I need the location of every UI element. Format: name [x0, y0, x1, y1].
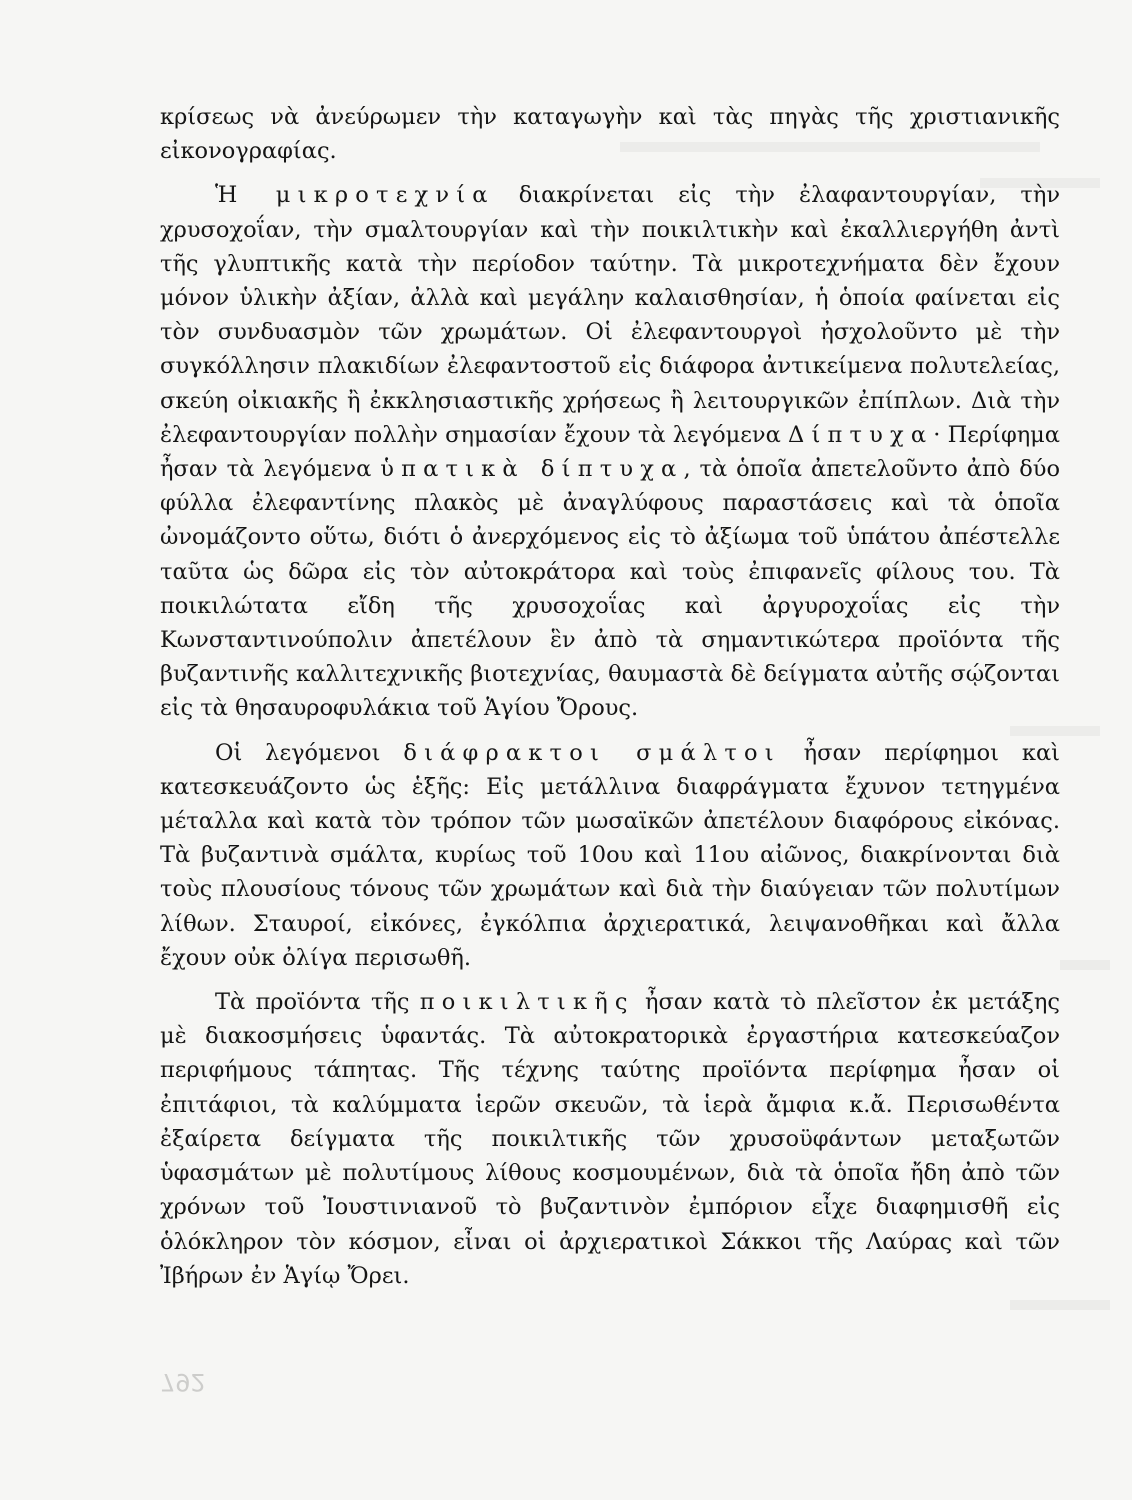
- text-run: , τὰ ὁποῖα ἀπετελοῦντο ἀπὸ δύο φύλλα ἐλεφαντίνης πλακὸς μὲ ἀναγλύφους παραστάσεις καὶ τὰ ὁποῖα ὠνομάζοντο οὕτω, διότι ὁ ἀνερχόμενος εἰς τὸ ἀξίωμα τοῦ ὑπάτου ἀπέστελλε ταῦτα ὡς δῶρα εἰς τὸν αὐτοκράτορα καὶ τοὺς ἐπιφανεῖς φίλους του. Τὰ ποικιλώτατα εἴδη τῆς χρυσοχοΐας καὶ ἀργυροχοΐας εἰς τὴν Κωνσταντινούπολιν ἀπετέλουν ἓν ἀπὸ τὰ σημαντικώτερα προϊόντα τῆς βυζαντινῆς καλλιτεχνικῆς βιοτεχνίας, θαυμαστὰ δὲ δείγματα αὐτῆς σῴζονται εἰς τὰ θησαυροφυλάκια τοῦ Ἁγίου Ὄρους.: [160, 456, 1060, 722]
- bleed-line: [1010, 1300, 1110, 1310]
- text-run: ἦσαν περίφημοι καὶ κατεσκευάζοντο ὡς ἑξῆς: Εἰς μετάλλινα διαφράγματα ἔχυνον τετηγμένα μέταλλα καὶ κατὰ τὸν τρόπον τῶν μωσαϊκῶν ἀπετέλουν διαφόρους εἰκόνας. Τὰ βυζαντινὰ σμάλτα, κυρίως τοῦ 10ου καὶ 11ου αἰῶνος, διακρίνονται διὰ τοὺς πλουσίους τόνους τῶν χρωμάτων καὶ διὰ τὴν διαύγειαν τῶν πολυτίμων λίθων. Σταυροί, εἰκόνες, ἐγκόλπια ἀρχιερατικά, λειψανοθῆκαι καὶ ἄλλα ἔχουν οὐκ ὀλίγα περισωθῆ.: [160, 739, 1060, 971]
- spaced-emphasis: Δίπτυχα: [788, 421, 934, 448]
- spaced-emphasis: ποικιλτικῆς: [419, 989, 635, 1016]
- text-run: Τὰ προϊόντα τῆς: [215, 989, 420, 1016]
- paragraph-p4: [160, 985, 1060, 1293]
- bleed-line: [1060, 960, 1110, 970]
- paragraph-p2: [160, 178, 1060, 725]
- spaced-emphasis: Ἡ μικροτεχνία: [215, 182, 495, 209]
- text-run: Οἱ λεγόμενοι: [215, 739, 404, 766]
- paragraph-p1: [160, 100, 1060, 168]
- text-run: διακρίνεται εἰς τὴν ἐλαφαντουργίαν, τὴν χρυσοχοΐαν, τὴν σμαλτουργίαν καὶ τὴν ποικιλτικὴν καὶ ἐκαλλιεργήθη ἀντὶ τῆς γλυπτικῆς κατὰ τὴν περίοδον ταύτην. Τὰ μικροτεχνήματα δὲν ἔχουν μόνον ὑλικὴν ἀξίαν, ἀλλὰ καὶ μεγάλην καλαισθησίαν, ἡ ὁποία φαίνεται εἰς τὸν συνδυασμὸν τῶν χρωμάτων. Οἱ ἐλεφαντουργοὶ ἠσχολοῦντο μὲ τὴν συγκόλλησιν πλακιδίων ἐλεφαντοστοῦ εἰς διάφορα ἀντικείμενα πολυτελείας, σκεύη οἰκιακῆς ἢ ἐκκλησιαστικῆς χρήσεως ἢ λειτουργικῶν ἐπίπλων. Διὰ τὴν ἐλεφαντουργίαν πολλὴν σημασίαν ἔχουν τὰ λεγόμενα: [160, 182, 1060, 448]
- spaced-emphasis: ὑπατικὰ δίπτυχα: [380, 456, 684, 483]
- spaced-emphasis: διάφρακτοι σμάλτοι: [403, 739, 781, 766]
- text-run: · Περίφημα ἦσαν τὰ λεγόμενα: [160, 421, 1061, 483]
- text-run: κρίσεως νὰ ἀνεύρωμεν τὴν καταγωγὴν καὶ τὰς πηγὰς τῆς χριστιανικῆς εἰκονογραφίας.: [160, 104, 1060, 165]
- mirrored-page-number: 792: [160, 1368, 206, 1396]
- text-run: ἦσαν κατὰ τὸ πλεῖστον ἐκ μετάξης μὲ διακοσμήσεις ὑφαντάς. Τὰ αὐτοκρατορικὰ ἐργαστήρια κατεσκεύαζον περιφήμους τάπητας. Τῆς τέχνης ταύτης προϊόντα περίφημα ἦσαν οἱ ἐπιτάφιοι, τὰ καλύμματα ἱερῶν σκευῶν, τὰ ἱερὰ ἄμφια κ.ἄ. Περισωθέντα ἐξαίρετα δείγματα τῆς ποικιλτικῆς τῶν χρυσοϋφάντων μεταξωτῶν ὑφασμάτων μὲ πολυτίμους λίθους κοσμουμένων, διὰ τὰ ὁποῖα ἤδη ἀπὸ τῶν χρόνων τοῦ Ἰουστινιανοῦ τὸ βυζαντινὸν ἐμπόριον εἶχε διαφημισθῆ εἰς ὁλόκληρον τὸν κόσμον, εἶναι οἱ ἀρχιερατικοὶ Σάκκοι τῆς Λαύρας καὶ τῶν Ἰβήρων ἐν Ἁγίῳ Ὄρει.: [160, 989, 1060, 1289]
- paragraph-p3: [160, 736, 1060, 975]
- body-text: [160, 100, 1060, 1293]
